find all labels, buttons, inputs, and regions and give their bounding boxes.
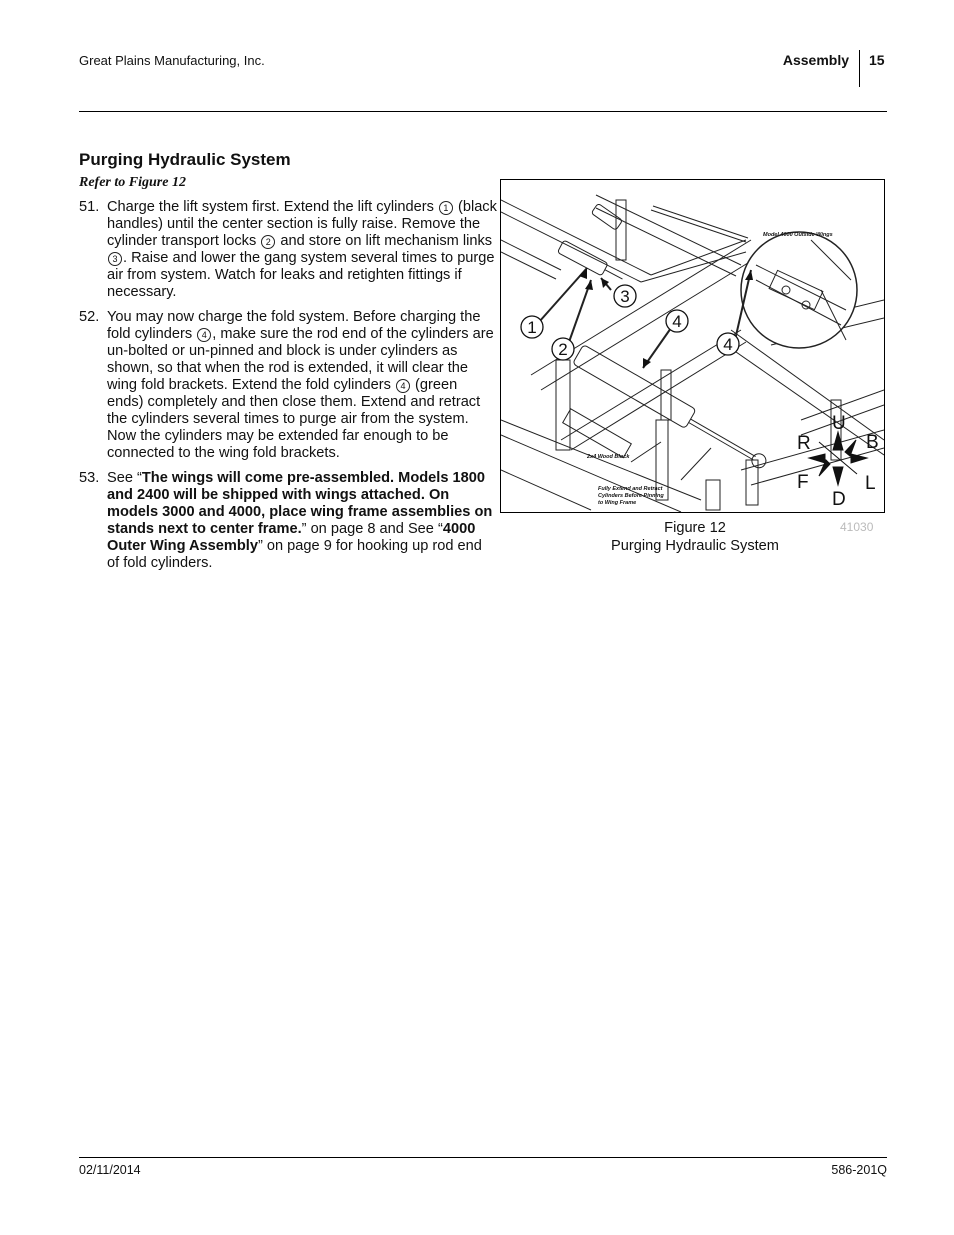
section-title: Purging Hydraulic System xyxy=(79,150,291,169)
figure-id: 41030 xyxy=(840,520,874,534)
compass-front: F xyxy=(797,472,809,493)
inset-label: Model 4000 Outside Wings xyxy=(763,232,833,238)
compass-right: R xyxy=(797,433,811,454)
figure-12-illustration xyxy=(500,179,885,513)
callout-4b-label: 4 xyxy=(723,335,733,354)
step-text: ” on page 8 and See “ xyxy=(301,521,443,537)
note-line-2: Cylinders Before Pinning xyxy=(598,493,664,499)
cross-reference-link[interactable]: The wings will come pre-assembled. Models 1800 and 2400 will be shipped with wings attached. On models 3000 and 4000, place wing frame assemblies on stands next to center frame. xyxy=(107,470,493,537)
footer-date: 02/11/2014 xyxy=(79,1163,141,1177)
section-name: Assembly xyxy=(782,52,849,68)
step-text: and store on lift mechanism links xyxy=(276,233,493,249)
step-text: . Raise and lower the gang system several times to purge air from system. Watch for leaks and retighten fittings if necessary. xyxy=(107,250,495,300)
callout-3-label: 3 xyxy=(620,287,630,306)
callout-ref: 3 xyxy=(108,252,122,266)
wood-block-label: 2x4 Wood Block xyxy=(587,454,630,460)
callout-2-label: 2 xyxy=(558,340,568,359)
footer-rule xyxy=(79,1157,887,1158)
compass-down: D xyxy=(832,489,846,510)
compass-up: U xyxy=(832,413,846,434)
step-text: , make sure the rod end of the cylinders are un-bolted or un-pinned and block is under cylinders as shown, so that when the rod is extended, it will clear the wing fold brackets. Extend the fold cylinders xyxy=(107,326,494,393)
step-text: See “ xyxy=(107,470,142,486)
step-52 xyxy=(79,309,497,462)
callout-ref: 4 xyxy=(197,328,211,342)
step-text: ” on page 9 for hooking up rod end of fold cylinders. xyxy=(107,538,482,571)
step-text: You may now charge the fold system. Before charging the fold cylinders xyxy=(107,309,481,342)
page-number: 15 xyxy=(869,52,885,68)
figure-title: Purging Hydraulic System xyxy=(611,538,779,554)
callout-ref: 2 xyxy=(261,235,275,249)
figure-caption xyxy=(560,519,830,555)
header-rule xyxy=(79,111,887,112)
step-text: (black handles) until the center section is fully raise. Remove the cylinder transport locks xyxy=(107,199,497,249)
callout-ref: 1 xyxy=(439,201,453,215)
step-53 xyxy=(79,470,497,572)
step-number: 53. xyxy=(79,470,100,486)
step-51 xyxy=(79,199,497,301)
compass-left: L xyxy=(865,473,876,494)
figure-number: Figure 12 xyxy=(664,520,726,536)
step-list xyxy=(79,199,497,580)
step-text: (green ends) completely and then close them. Extend and retract the cylinders several times to purge air from the system. Now the cylinders may be extended far enough to be connected to the wing fold brackets. xyxy=(107,377,481,461)
note-line-1: Fully Extend and Retract xyxy=(598,486,663,492)
step-number: 52. xyxy=(79,309,100,325)
hydraulic-system-drawing xyxy=(501,180,884,512)
figure-reference: Refer to Figure 12 xyxy=(79,175,186,190)
step-number: 51. xyxy=(79,199,100,215)
cross-reference-link[interactable]: 4000 Outer Wing Assembly xyxy=(107,521,476,554)
callout-ref: 4 xyxy=(396,379,410,393)
step-text: Charge the lift system first. Extend the lift cylinders xyxy=(107,199,438,215)
compass-back: B xyxy=(866,432,879,453)
note-line-3: to Wing Frame xyxy=(598,500,637,506)
footer-doc-number: 586-201Q xyxy=(831,1163,887,1177)
company-name: Great Plains Manufacturing, Inc. xyxy=(79,53,265,68)
callout-1-label: 1 xyxy=(527,318,537,337)
callout-4a-label: 4 xyxy=(672,312,682,331)
header-divider xyxy=(859,50,860,87)
